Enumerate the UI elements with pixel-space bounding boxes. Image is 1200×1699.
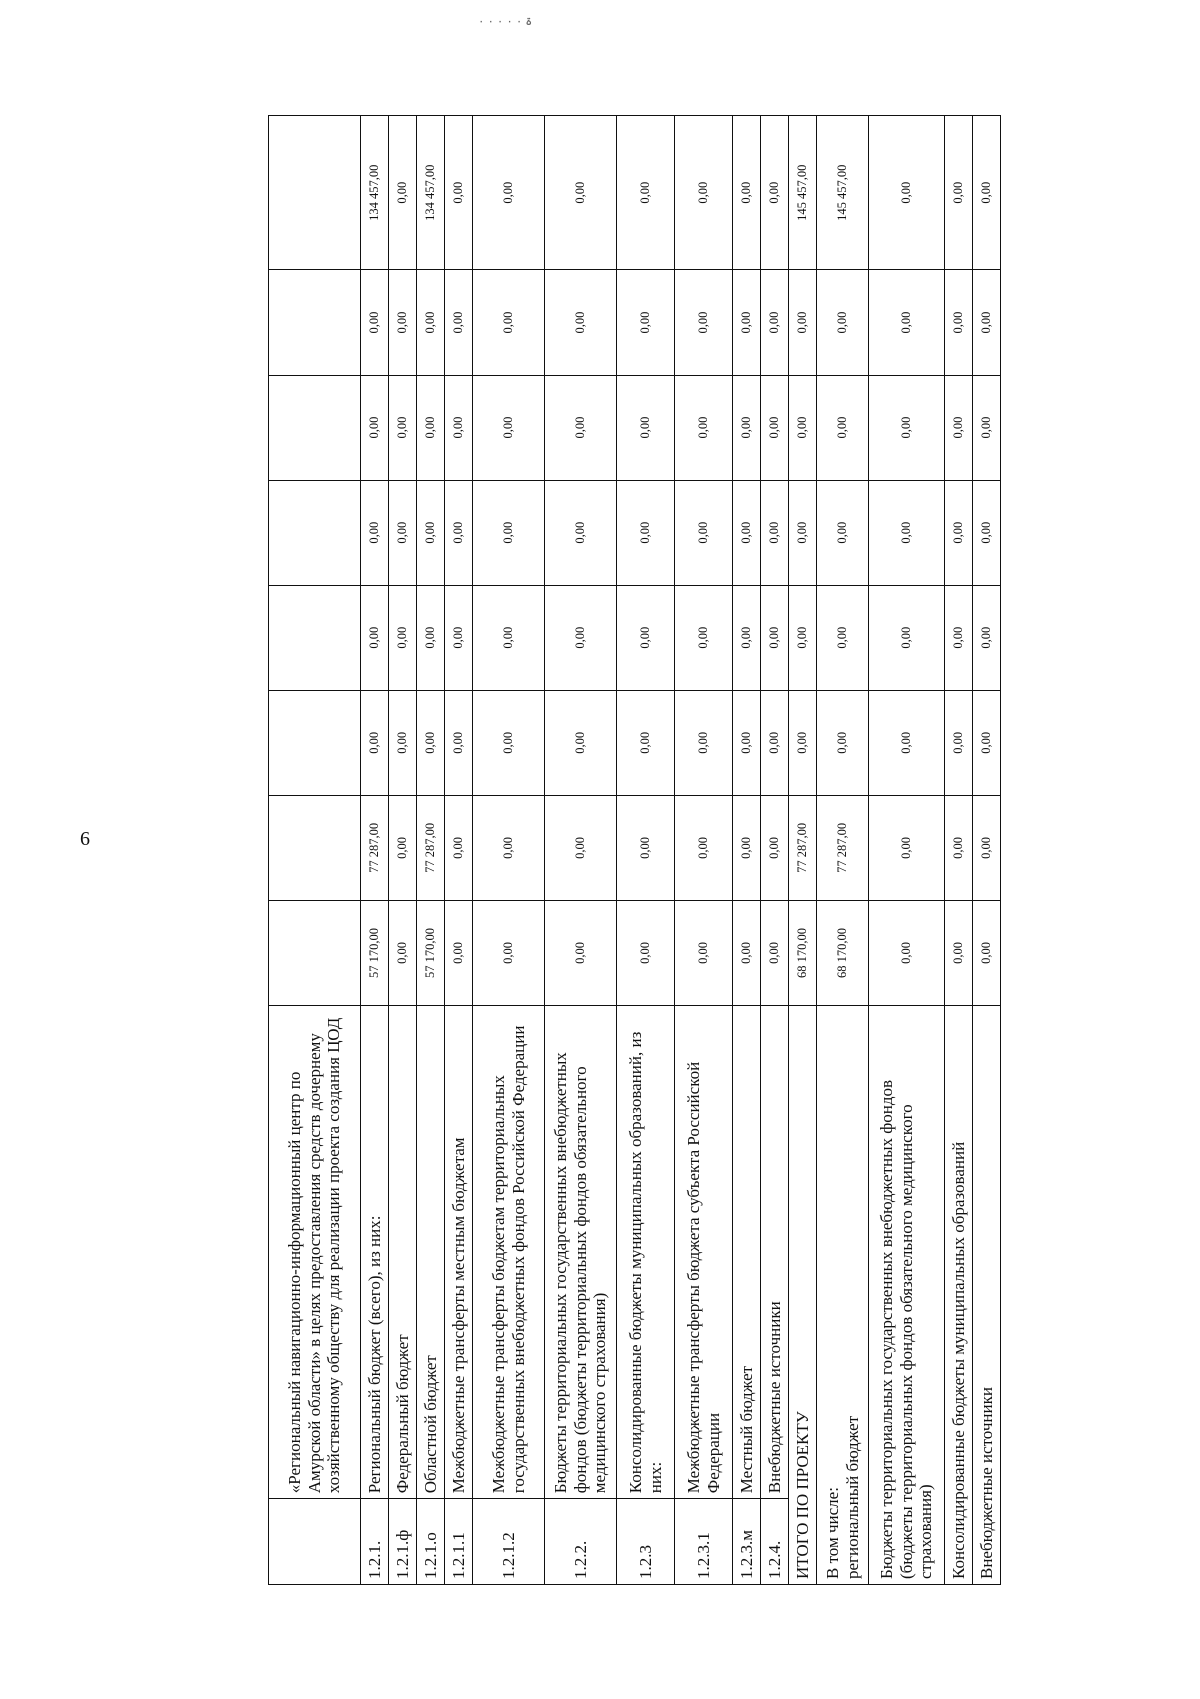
value-cell: 0,00 bbox=[761, 116, 789, 270]
value-cell: 77 287,00 bbox=[789, 795, 817, 900]
total-row bbox=[789, 116, 817, 1585]
total-row-label: Консолидированные бюджеты муниципальных образований bbox=[945, 1006, 973, 1585]
value-cell: 0,00 bbox=[473, 795, 545, 900]
value-cell: 0,00 bbox=[733, 690, 761, 795]
value-cell: 0,00 bbox=[973, 690, 1001, 795]
value-cell: 0,00 bbox=[761, 270, 789, 375]
table-row bbox=[761, 116, 789, 1585]
row-name: Межбюджетные трансферты местным бюджетам bbox=[445, 1006, 473, 1499]
value-cell: 0,00 bbox=[545, 690, 617, 795]
value-cell: 0,00 bbox=[761, 585, 789, 690]
value-cell: 0,00 bbox=[869, 690, 945, 795]
value-cell: 0,00 bbox=[973, 795, 1001, 900]
value-cell: 0,00 bbox=[545, 480, 617, 585]
value-cell: 0,00 bbox=[445, 690, 473, 795]
value-cell: 0,00 bbox=[733, 585, 761, 690]
row-code: 1.2.1.2 bbox=[473, 1499, 545, 1585]
value-cell: 0,00 bbox=[675, 116, 733, 270]
value-cell bbox=[269, 270, 361, 375]
value-cell: 68 170,00 bbox=[817, 900, 869, 1005]
value-cell: 0,00 bbox=[945, 900, 973, 1005]
value-cell: 0,00 bbox=[545, 585, 617, 690]
value-cell: 0,00 bbox=[869, 585, 945, 690]
value-cell: 0,00 bbox=[473, 375, 545, 480]
value-cell: 0,00 bbox=[761, 795, 789, 900]
value-cell: 0,00 bbox=[473, 585, 545, 690]
row-name: Бюджеты территориальных государственных внебюджетных фондов (бюджеты территориальных фондов обязательного медицинского страхования) bbox=[545, 1006, 617, 1499]
row-name: Региональный бюджет (всего), из них: bbox=[361, 1006, 389, 1499]
value-cell: 0,00 bbox=[389, 900, 417, 1005]
row-name: Межбюджетные трансферты бюджетам территориальных государственных внебюджетных фондов Российской Федерации bbox=[473, 1006, 545, 1499]
value-cell: 0,00 bbox=[445, 480, 473, 585]
value-cell: 68 170,00 bbox=[789, 900, 817, 1005]
value-cell: 0,00 bbox=[545, 900, 617, 1005]
value-cell: 0,00 bbox=[761, 480, 789, 585]
value-cell: 0,00 bbox=[817, 480, 869, 585]
row-name: Областной бюджет bbox=[417, 1006, 445, 1499]
value-cell: 145 457,00 bbox=[817, 116, 869, 270]
total-row bbox=[973, 116, 1001, 1585]
row-code bbox=[269, 1499, 361, 1585]
value-cell: 77 287,00 bbox=[417, 795, 445, 900]
value-cell: 0,00 bbox=[545, 795, 617, 900]
value-cell: 0,00 bbox=[789, 585, 817, 690]
value-cell: 134 457,00 bbox=[417, 116, 445, 270]
row-code: 1.2.1. bbox=[361, 1499, 389, 1585]
value-cell: 0,00 bbox=[361, 480, 389, 585]
value-cell: 0,00 bbox=[417, 375, 445, 480]
value-cell: 0,00 bbox=[733, 795, 761, 900]
value-cell: 0,00 bbox=[617, 690, 675, 795]
value-cell: 0,00 bbox=[945, 690, 973, 795]
value-cell: 0,00 bbox=[361, 270, 389, 375]
value-cell: 0,00 bbox=[817, 375, 869, 480]
value-cell: 0,00 bbox=[417, 585, 445, 690]
value-cell: 0,00 bbox=[389, 375, 417, 480]
row-code: 1.2.1.1 bbox=[445, 1499, 473, 1585]
value-cell: 0,00 bbox=[789, 375, 817, 480]
value-cell: 0,00 bbox=[545, 375, 617, 480]
value-cell bbox=[269, 795, 361, 900]
value-cell: 0,00 bbox=[945, 480, 973, 585]
value-cell: 0,00 bbox=[817, 690, 869, 795]
value-cell: 0,00 bbox=[389, 270, 417, 375]
row-name: «Региональный навигационно-информационный центр по Амурской области» в целях предоставления средств дочернему хозяйственному обществу для реализации проекта создания ЦОД bbox=[269, 1006, 361, 1499]
value-cell: 0,00 bbox=[361, 690, 389, 795]
value-cell: 0,00 bbox=[973, 116, 1001, 270]
value-cell: 0,00 bbox=[473, 270, 545, 375]
value-cell: 0,00 bbox=[973, 480, 1001, 585]
table-row bbox=[733, 116, 761, 1585]
table-row bbox=[445, 116, 473, 1585]
total-row bbox=[869, 116, 945, 1585]
value-cell: 0,00 bbox=[617, 585, 675, 690]
value-cell: 0,00 bbox=[945, 585, 973, 690]
value-cell: 0,00 bbox=[675, 480, 733, 585]
value-cell: 0,00 bbox=[869, 480, 945, 585]
value-cell: 0,00 bbox=[973, 375, 1001, 480]
value-cell: 0,00 bbox=[945, 795, 973, 900]
value-cell: 0,00 bbox=[945, 375, 973, 480]
value-cell: 0,00 bbox=[617, 795, 675, 900]
budget-table bbox=[268, 115, 1001, 1585]
value-cell: 77 287,00 bbox=[361, 795, 389, 900]
value-cell: 0,00 bbox=[617, 375, 675, 480]
value-cell: 0,00 bbox=[869, 375, 945, 480]
value-cell: 0,00 bbox=[389, 795, 417, 900]
value-cell: 0,00 bbox=[675, 270, 733, 375]
total-row-label: ИТОГО ПО ПРОЕКТУ bbox=[789, 1006, 817, 1585]
row-name: Местный бюджет bbox=[733, 1006, 761, 1499]
table-row bbox=[675, 116, 733, 1585]
value-cell: 0,00 bbox=[869, 795, 945, 900]
value-cell: 0,00 bbox=[473, 900, 545, 1005]
value-cell bbox=[269, 480, 361, 585]
value-cell: 0,00 bbox=[545, 116, 617, 270]
value-cell: 0,00 bbox=[617, 480, 675, 585]
value-cell: 0,00 bbox=[789, 690, 817, 795]
row-name: Федеральный бюджет bbox=[389, 1006, 417, 1499]
row-code: 1.2.2. bbox=[545, 1499, 617, 1585]
total-row-label: В том числе: региональный бюджет bbox=[817, 1006, 869, 1585]
value-cell bbox=[269, 116, 361, 270]
value-cell: 0,00 bbox=[389, 690, 417, 795]
value-cell: 0,00 bbox=[473, 690, 545, 795]
value-cell: 0,00 bbox=[445, 795, 473, 900]
value-cell: 0,00 bbox=[733, 900, 761, 1005]
value-cell: 0,00 bbox=[973, 585, 1001, 690]
value-cell: 0,00 bbox=[545, 270, 617, 375]
table-row bbox=[617, 116, 675, 1585]
row-code: 1.2.1.о bbox=[417, 1499, 445, 1585]
value-cell: 0,00 bbox=[617, 116, 675, 270]
value-cell: 57 170,00 bbox=[417, 900, 445, 1005]
value-cell: 0,00 bbox=[417, 480, 445, 585]
value-cell: 0,00 bbox=[869, 900, 945, 1005]
value-cell: 0,00 bbox=[417, 690, 445, 795]
value-cell: 0,00 bbox=[445, 585, 473, 690]
value-cell: 57 170,00 bbox=[361, 900, 389, 1005]
total-row-label: Бюджеты территориальных государственных внебюджетных фондов (бюджеты территориальных фондов обязательного медицинского страхования) bbox=[869, 1006, 945, 1585]
value-cell: 0,00 bbox=[361, 585, 389, 690]
row-code: 1.2.4. bbox=[761, 1499, 789, 1585]
value-cell: 0,00 bbox=[445, 375, 473, 480]
value-cell: 0,00 bbox=[361, 375, 389, 480]
total-row bbox=[817, 116, 869, 1585]
value-cell: 0,00 bbox=[789, 480, 817, 585]
value-cell: 0,00 bbox=[675, 375, 733, 480]
table-row bbox=[417, 116, 445, 1585]
value-cell: 77 287,00 bbox=[817, 795, 869, 900]
row-code: 1.2.1.ф bbox=[389, 1499, 417, 1585]
row-name: Консолидированные бюджеты муниципальных образований, из них: bbox=[617, 1006, 675, 1499]
value-cell: 0,00 bbox=[445, 116, 473, 270]
page-number: 6 bbox=[80, 828, 90, 850]
value-cell: 0,00 bbox=[761, 690, 789, 795]
row-code: 1.2.3.м bbox=[733, 1499, 761, 1585]
value-cell: 0,00 bbox=[675, 585, 733, 690]
value-cell: 0,00 bbox=[675, 795, 733, 900]
scan-marks: ۃ ۰ ۰ ۰ ۰ ۰ bbox=[478, 14, 533, 28]
table-row bbox=[389, 116, 417, 1585]
value-cell: 0,00 bbox=[389, 480, 417, 585]
value-cell: 134 457,00 bbox=[361, 116, 389, 270]
value-cell: 0,00 bbox=[617, 900, 675, 1005]
value-cell: 0,00 bbox=[675, 690, 733, 795]
value-cell: 0,00 bbox=[973, 270, 1001, 375]
value-cell: 0,00 bbox=[389, 585, 417, 690]
value-cell: 0,00 bbox=[733, 375, 761, 480]
row-code: 1.2.3.1 bbox=[675, 1499, 733, 1585]
row-code: 1.2.3 bbox=[617, 1499, 675, 1585]
value-cell: 0,00 bbox=[733, 116, 761, 270]
rotated-table-container bbox=[268, 115, 996, 1585]
value-cell: 0,00 bbox=[817, 585, 869, 690]
value-cell: 0,00 bbox=[473, 480, 545, 585]
value-cell: 0,00 bbox=[761, 375, 789, 480]
table-row bbox=[473, 116, 545, 1585]
value-cell: 0,00 bbox=[733, 480, 761, 585]
total-row bbox=[945, 116, 973, 1585]
value-cell: 0,00 bbox=[417, 270, 445, 375]
value-cell: 0,00 bbox=[869, 116, 945, 270]
table-row bbox=[545, 116, 617, 1585]
value-cell: 0,00 bbox=[617, 270, 675, 375]
table-row bbox=[361, 116, 389, 1585]
value-cell: 0,00 bbox=[869, 270, 945, 375]
value-cell: 0,00 bbox=[445, 270, 473, 375]
value-cell: 0,00 bbox=[945, 270, 973, 375]
value-cell: 0,00 bbox=[789, 270, 817, 375]
table-row bbox=[269, 116, 361, 1585]
row-name: Внебюджетные источники bbox=[761, 1006, 789, 1499]
value-cell: 0,00 bbox=[733, 270, 761, 375]
value-cell: 0,00 bbox=[761, 900, 789, 1005]
value-cell: 0,00 bbox=[945, 116, 973, 270]
value-cell bbox=[269, 585, 361, 690]
value-cell: 0,00 bbox=[389, 116, 417, 270]
total-row-label: Внебюджетные источники bbox=[973, 1006, 1001, 1585]
value-cell: 0,00 bbox=[817, 270, 869, 375]
value-cell bbox=[269, 375, 361, 480]
value-cell: 0,00 bbox=[473, 116, 545, 270]
value-cell: 0,00 bbox=[675, 900, 733, 1005]
value-cell: 0,00 bbox=[973, 900, 1001, 1005]
value-cell bbox=[269, 900, 361, 1005]
value-cell bbox=[269, 690, 361, 795]
value-cell: 145 457,00 bbox=[789, 116, 817, 270]
row-name: Межбюджетные трансферты бюджета субъекта Российской Федерации bbox=[675, 1006, 733, 1499]
value-cell: 0,00 bbox=[445, 900, 473, 1005]
